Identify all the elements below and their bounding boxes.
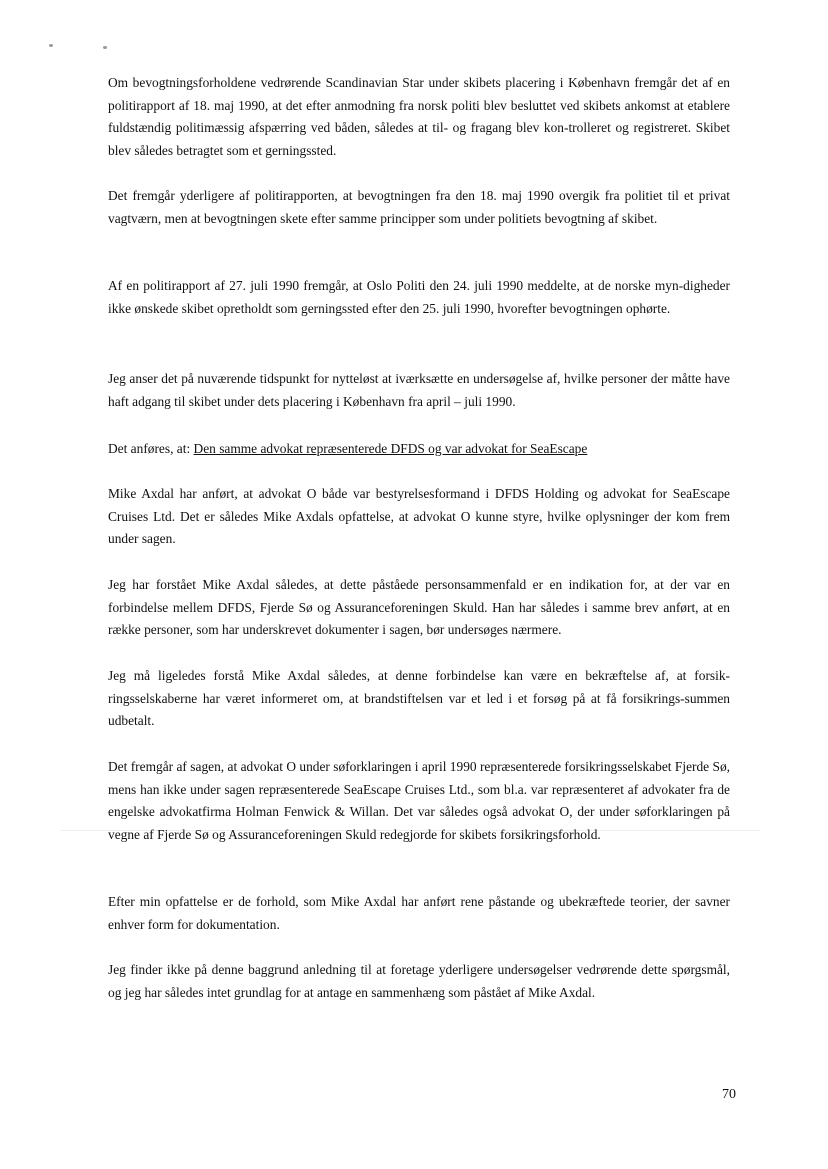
page-number: 70 [722, 1087, 736, 1102]
paragraph-investigation-futile: Jeg anser det på nuværende tidspunkt for nytteløst at iværksætte en undersøgelse af, hvilke personer der måtte have haft adgang til skibet under dets placering i København fra april – juli 1990. [108, 371, 730, 409]
paragraph-insurance-informed: Jeg må ligeledes forstå Mike Axdal således, at denne forbindelse kan være en bekræftelse af, at forsik-ringsselskaberne har været informeret om, at brandstiftelsen var et led i et forsøg på at få forsikrings-summen udbetalt. [108, 668, 730, 729]
paragraph-private-guard: Det fremgår yderligere af politirapporten, at bevogtningen fra den 18. maj 1990 overgik fra politiet til et privat vagtværn, men at bevogtningen skete efter samme principper som under politiets bevogtning af skibet. [108, 188, 730, 226]
paragraph-person-overlap: Jeg har forstået Mike Axdal således, at dette påståede personsammenfald er en indikation for, at der var en forbindelse mellem DFDS, Fjerde Sø og Assuranceforeningen Skuld. Han har således i samme brev anført, at en række personer, som har underskrevet dokumenter i sagen, bør undersøges nærmere. [108, 577, 730, 638]
section-heading-prefix: Det anføres, at: [108, 441, 194, 456]
paragraph-unproven-claims: Efter min opfattelse er de forhold, som Mike Axdal har anført rene påstande og ubekræftede teorier, der savner enhver form for dokumentation. [108, 894, 730, 932]
paragraph-maritime-inquiry: Det fremgår af sagen, at advokat O under søforklaringen i april 1990 repræsenterede forsikringsselskabet Fjerde Sø, mens han ikke under sagen repræsenterede SeaEscape Cruises Ltd., som bl.a. var repræsenteret af advokater fra de engelske advokatfirma Holman Fenwick & Willan. Det var således også advokat O, der under søforklaringen på vegne af Fjerde Sø og Assuranceforeningen Skuld redegjorde for skibets forsikringsforhold. [108, 759, 730, 842]
paragraph-guarding-copenhagen: Om bevogtningsforholdene vedrørende Scandinavian Star under skibets placering i København fremgår det af en politirapport af 18. maj 1990, at det efter anmodning fra norsk politi blev besluttet ved skibets ankomst at etablere fuldstændig politimæssig afspærring ved båden, således at til- og fragang blev kon-trolleret og registreret. Skibet blev således betragtet som et gerningssted. [108, 75, 730, 158]
section-heading [108, 438, 730, 461]
paragraph-oslo-police: Af en politirapport af 27. juli 1990 fremgår, at Oslo Politi den 24. juli 1990 meddelte, at de norske myn-digheder ikke ønskede skibet opretholdt som gerningssted efter den 25. juli 1990, hvorefter bevogtningen ophørte. [108, 278, 730, 316]
paragraph-conclusion: Jeg finder ikke på denne baggrund anledning til at foretage yderligere undersøgelser vedrørende dette spørgsmål, og jeg har således intet grundlag for at antage en sammenhæng som påstået af Mike Axdal. [108, 962, 730, 1000]
paragraph-axdal-claim: Mike Axdal har anført, at advokat O både var bestyrelsesformand i DFDS Holding og advokat for SeaEscape Cruises Ltd. Det er således Mike Axdals opfattelse, at advokat O kunne styre, hvilke oplysninger der kom frem under sagen. [108, 486, 730, 547]
section-heading-title: Den samme advokat repræsenterede DFDS og var advokat for SeaEscape [193, 441, 588, 456]
scan-speck [49, 44, 53, 47]
scan-speck [103, 46, 107, 49]
